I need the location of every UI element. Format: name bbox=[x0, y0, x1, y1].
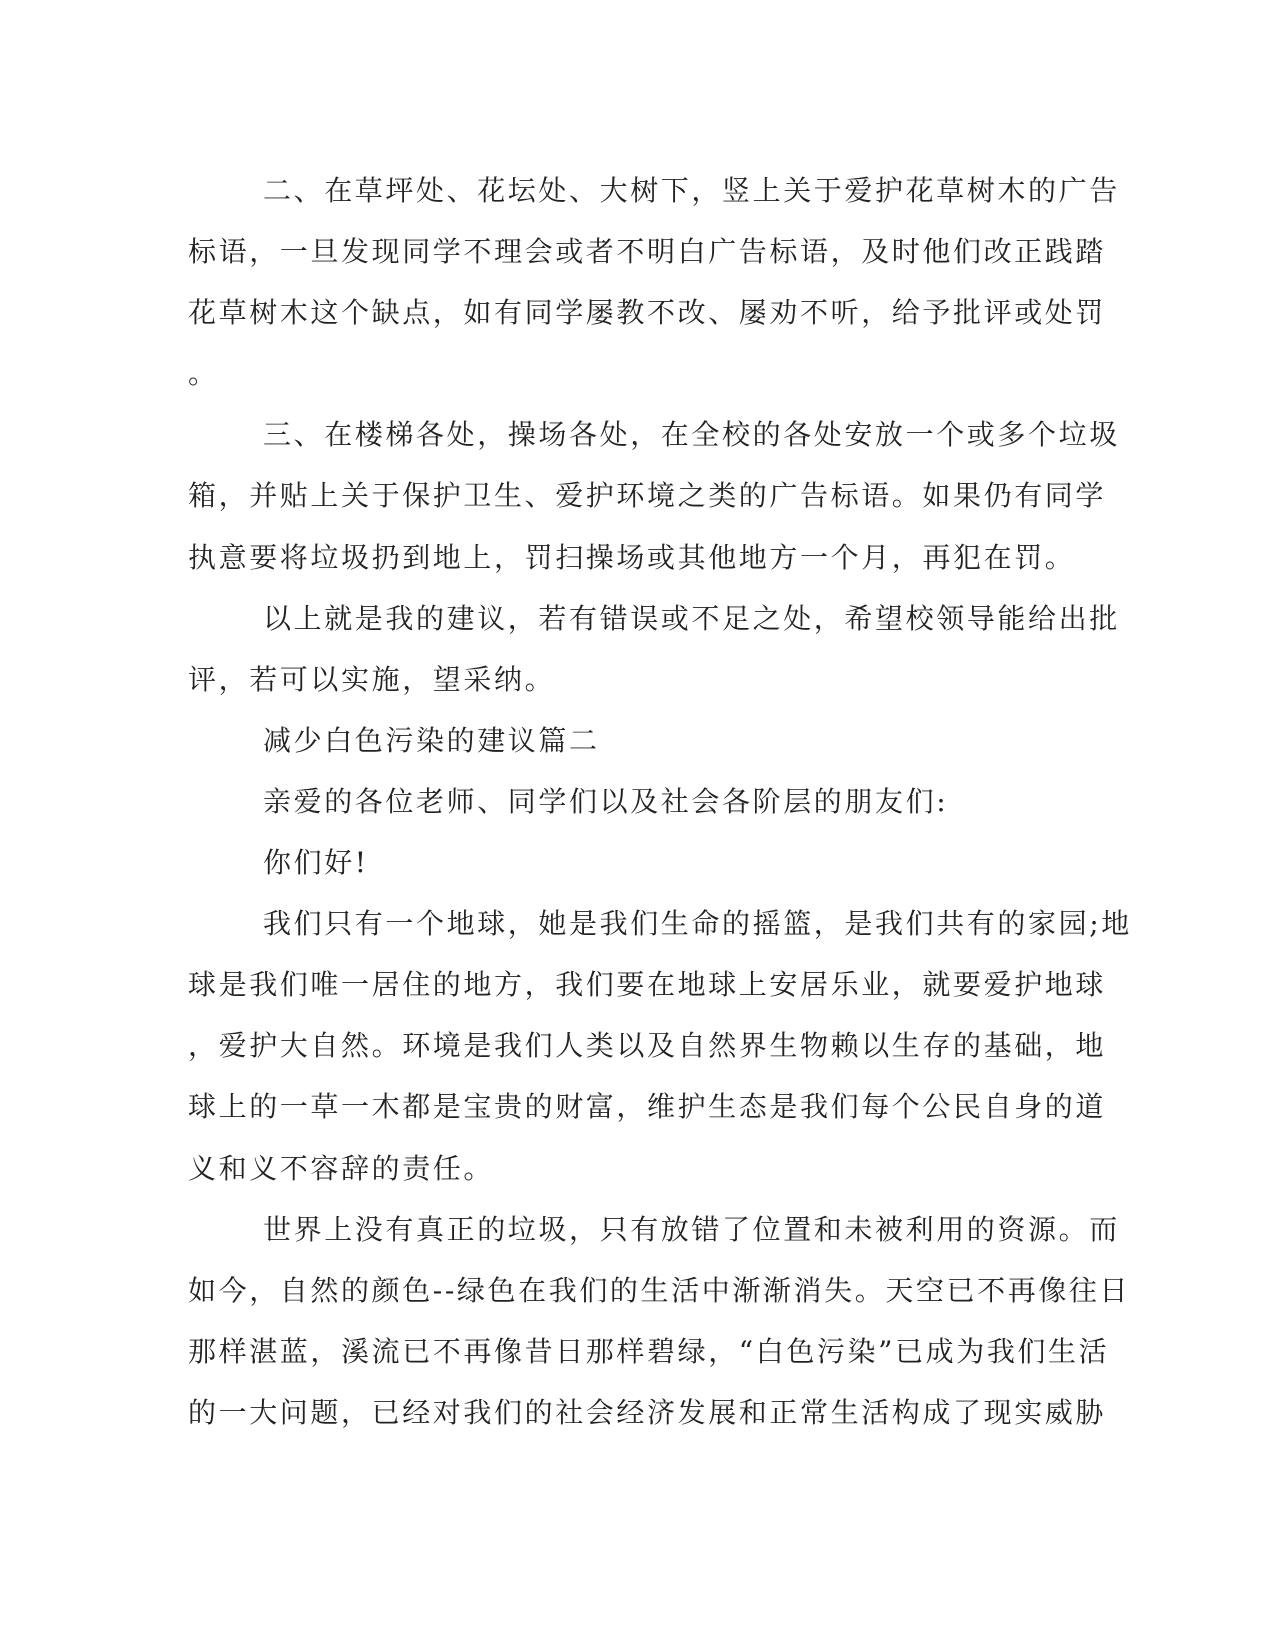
document-body bbox=[188, 160, 1132, 1443]
paragraph-line: 世界上没有真正的垃圾，只有放错了位置和未被利用的资源。而 bbox=[263, 1212, 1120, 1246]
paragraph-line: 球是我们唯一居住的地方，我们要在地球上安居乐业，就要爱护地球 bbox=[188, 968, 1107, 1002]
paragraph-line: ，爱护大自然。环境是我们人类以及自然界生物赖以生存的基础，地 bbox=[188, 1029, 1107, 1063]
paragraph-line: 球上的一草一木都是宝贵的财富，维护生态是我们每个公民自身的道 bbox=[188, 1090, 1107, 1124]
paragraph-line: 评，若可以实施，望采纳。 bbox=[188, 662, 556, 696]
paragraph-line: 义和义不容辞的责任。 bbox=[188, 1151, 495, 1185]
paragraph-line: 以上就是我的建议，若有错误或不足之处，希望校领导能给出批 bbox=[263, 601, 1120, 635]
paragraph-line: 我们只有一个地球，她是我们生命的摇篮，是我们共有的家园;地 bbox=[263, 907, 1132, 941]
paragraph-line: 如今，自然的颜色--绿色在我们的生活中渐渐消失。天空已不再像往日 bbox=[188, 1273, 1131, 1307]
paragraph-line: 的一大问题，已经对我们的社会经济发展和正常生活构成了现实威胁 bbox=[188, 1395, 1107, 1429]
section-title: 减少白色污染的建议篇二 bbox=[263, 723, 600, 757]
paragraph-line: 二、在草坪处、花坛处、大树下，竖上关于爱护花草树木的广告 bbox=[263, 174, 1120, 207]
paragraph-line: 标语，一旦发现同学不理会或者不明白广告标语，及时他们改正践踏 bbox=[188, 235, 1107, 269]
paragraph-line: 那样湛蓝，溪流已不再像昔日那样碧绿，“白色污染”已成为我们生活 bbox=[188, 1334, 1110, 1368]
paragraph-line: 花草树木这个缺点，如有同学屡教不改、屡劝不听，给予批评或处罚 bbox=[188, 296, 1107, 330]
paragraph-line: 执意要将垃圾扔到地上，罚扫操场或其他地方一个月，再犯在罚。 bbox=[188, 540, 1076, 574]
paragraph-line: 。 bbox=[188, 357, 219, 391]
paragraph-line: 箱，并贴上关于保护卫生、爱护环境之类的广告标语。如果仍有同学 bbox=[188, 479, 1107, 513]
salutation: 亲爱的各位老师、同学们以及社会各阶层的朋友们: bbox=[263, 784, 949, 818]
greeting: 你们好! bbox=[263, 846, 369, 880]
paragraph-line: 三、在楼梯各处，操场各处，在全校的各处安放一个或多个垃圾 bbox=[263, 418, 1120, 452]
